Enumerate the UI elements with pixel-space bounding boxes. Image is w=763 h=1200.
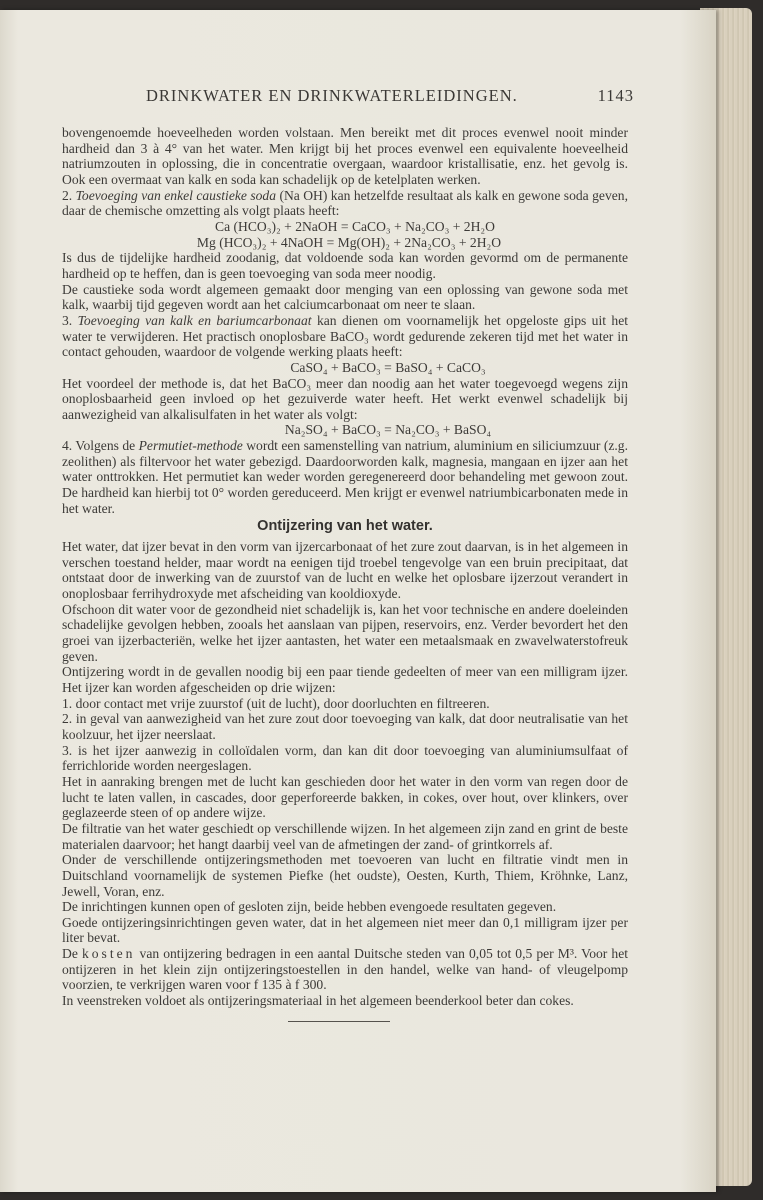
item-title: Toevoeging van enkel caustieke soda (75, 187, 277, 203)
paragraph: Onder de verschillende ontijzeringsmethoden met toevoeren van lucht en filtratie vindt men in Duitschland voornamelijk de systemen Piefke (het oudste), Oesten, Kurth, Thiem, Kröhnke, Lanz, Jewell, Voran, enz. (62, 852, 628, 899)
equation: Na₂SO₄ + BaCO₃ = Na₂CO₃ + BaSO₄ (284, 422, 492, 438)
page-body (62, 125, 628, 1022)
paragraph (62, 946, 628, 993)
paragraph-text: wordt een samenstelling van natrium, aluminium en siliciumzuur (z.g. zeolithen) als filtervoor het water gebezigd. Daardoorworden kalk, magnesia, mangaan en ijzer aan het water onttrokken. Het permutiet kan weder worden geregenereerd door behandeling met gewoon zout. De hardheid kan hierbij tot 0° worden gereduceerd. Men krijgt er evenwel natriumbicarbonaten mede in het water. (62, 438, 629, 516)
list-item: 3. is het ijzer aanwezig in colloïdalen vorm, dan kan dit door toevoeging van aluminiumsulfaat of ferrichloride worden neergeslagen. (62, 742, 628, 774)
paragraph-text: kan dienen om voornamelijk het opgeloste gips uit het water te verwijderen. Het practisch onoplosbare BaCO₃ wordt gedurende zekeren tijd met het water in contact gehouden, waardoor de volgende werking plaats heeft: (62, 312, 629, 360)
paragraph (62, 188, 628, 219)
paragraph-text: Volgens de (75, 438, 136, 454)
paragraph: bovengenoemde hoeveelheden worden volstaan. Men bereikt met dit proces evenwel nooit minder hardheid dan 3 à 4° van het water. Men krijgt bij het proces evenwel een equivalente hoeveelheid natriumzouten in oplossing, die in concentratie overgaan, waardoor kristallisatie, enz. het gevolg is. Ook een overmaat van kalk en soda kan schadelijk op de ketelplaten werken. (62, 125, 628, 187)
list-item: 1. door contact met vrije zuurstof (uit de lucht), door doorluchten en filtreeren. (62, 695, 490, 711)
emphasis-spaced: kosten (81, 946, 136, 962)
equation: Ca (HCO₃)₂ + 2NaOH = CaCO₃ + Na₂CO₃ + 2H₂O (215, 218, 495, 234)
item-title: Toevoeging van kalk en bariumcarbonaat (77, 312, 312, 328)
paragraph: Het in aanraking brengen met de lucht kan geschieden door het water in den vorm van regen door de lucht te laten vallen, in cascades, door geperforeerde bakken, in cokes, over hout, over klinkers, over geglazeerde steen of op andere wijze. (62, 773, 628, 821)
item-number: 2. (62, 187, 73, 203)
section-heading: Ontijzering van het water. (257, 518, 433, 535)
equation: CaSO₄ + BaCO₃ = BaSO₄ + CaCO₃ (290, 359, 486, 375)
end-rule (288, 1021, 390, 1022)
running-title: DRINKWATER EN DRINKWATERLEIDINGEN. (146, 86, 518, 105)
paragraph (62, 313, 628, 360)
paragraph: Het water, dat ijzer bevat in den vorm van ijzercarbonaat of het zure zout daarvan, is in het algemeen in verschen toestand helder, maar wordt na eenigen tijd troebel tengevolge van een bruin precipitaat, dat ontstaat door de inwerking van de zuurstof van de lucht en welke het oplosbare ijzerzout verandert in onoplosbaar ferrihydroxyde met afscheiding van kooldioxyde. (62, 539, 628, 602)
paragraph: De inrichtingen kunnen open of gesloten zijn, beide hebben evengoede resultaten gegeven. (62, 899, 557, 915)
paragraph: Ofschoon dit water voor de gezondheid niet schadelijk is, kan het voor technische en andere doeleinden schadelijke gevolgen hebben, zooals het aanslaan van pijpen, reservoirs, enz. Verder bevordert het den groei van ijzerbacteriën, welke het ijzer aantasten, het water een metaalsmaak en zwavelwaterstofreuk geven. (62, 601, 628, 664)
page-number: 1143 (597, 86, 634, 105)
paragraph: De filtratie van het water geschiedt op verschillende wijzen. In het algemeen zijn zand en grint de beste materialen daarvoor; het hangt daarbij veel van de afmetingen der zand- of grintkorrels af. (62, 820, 628, 852)
paragraph: Is dus de tijdelijke hardheid zoodanig, dat voldoende soda kan worden gevormd om de permanente hardheid op te heffen, dan is geen toevoeging van soda meer noodig. (62, 250, 628, 281)
equation: Mg (HCO₃)₂ + 4NaOH = Mg(OH)₂ + 2Na₂CO₃ + 2H₂O (196, 234, 502, 250)
item-number: 4. (62, 438, 73, 454)
paragraph (62, 438, 628, 516)
page (0, 10, 716, 1192)
list-item: 2. in geval van aanwezigheid van het zure zout door toevoeging van kalk, dat door neutralisatie van het koolzuur, het ijzer neerslaat. (62, 711, 628, 742)
paragraph: Het voordeel der methode is, dat het BaCO₃ meer dan noodig aan het water toegevoegd wegens zijn onoplosbaarheid geen invloed op het gezuiverde water heeft. Het werkt evenwel schadelijk bij aanwezigheid van alkalisulfaten in het water als volgt: (62, 375, 628, 422)
item-title: Permutiet-methode (138, 438, 243, 454)
paragraph-text: (Na OH) kan hetzelfde resultaat als kalk en gewone soda geven, daar de chemische omzetting als volgt plaats heeft: (62, 187, 628, 219)
paragraph: Ontijzering wordt in de gevallen noodig bij een paar tiende gedeelten of meer van een milligram ijzer. Het ijzer kan worden afgescheiden op drie wijzen: (62, 664, 628, 695)
item-number: 3. (62, 312, 73, 328)
paragraph-text: De (62, 946, 78, 962)
paragraph: De caustieke soda wordt algemeen gemaakt door menging van een oplossing van gewone soda met kalk, waarbij tijd gegeven wordt aan het calciumcarbonaat om neer te slaan. (62, 281, 628, 313)
paragraph: In veenstreken voldoet als ontijzeringsmateriaal in het algemeen beenderkool beter dan cokes. (62, 993, 574, 1009)
paragraph: Goede ontijzeringsinrichtingen geven water, dat in het algemeen niet meer dan 0,1 milligram ijzer per liter bevat. (62, 914, 628, 946)
paragraph-text: van ontijzering bedragen in een aantal Duitsche steden van 0,05 tot 0,5 per M³. Voor het ontijzeren in het klein zijn ontijzeringstoestellen in den handel, welke van hand- of vleugelpomp voorzien, te verkrijgen waren voor f 135 à f 300. (62, 946, 629, 993)
